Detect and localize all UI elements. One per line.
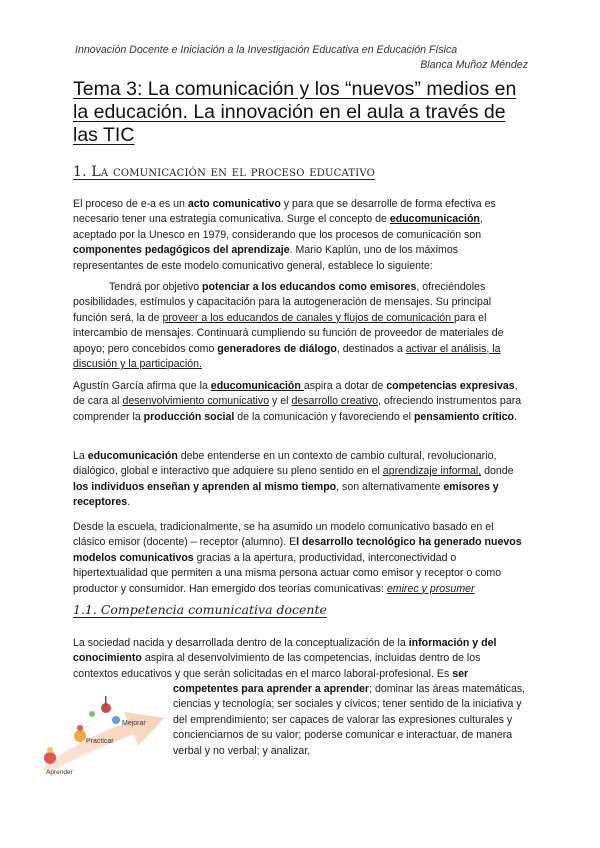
page-title: Tema 3: La comunicación y los “nuevos” medios en la educación. La innovación en el aula a través de las TIC — [73, 78, 517, 146]
paragraph-1: El proceso de e-a es un acto comunicativo y para que se desarrolle de forma efectiva es necesario tener una estrategia comunicativa. Surge el concepto de educomunicación, aceptado por la Unesco en 1979, considerando que los procesos de comunicación son componentes pedagógicos del aprendizaje. Mario Kaplún, uno de los máximos representantes de este modelo comunicativo general, establece lo siguiente: — [73, 198, 496, 272]
label-mejorar: Mejorar — [122, 720, 146, 727]
label-aprender: Aprender — [46, 769, 73, 776]
figure-practicar-icon — [74, 730, 86, 742]
paragraph-5: Desde la escuela, tradicionalmente, se ha asumido un modelo comunicativo basado en el clásico emisor (docente) – receptor (alumno). El desarrollo tecnológico ha generado nuevos modelos comunicativos gracias a la apertura, productividad, interconectividad o hipertextualidad que permiten a una misma persona actuar como emisor y receptor o como productor y consumidor. Han emergido dos teorías comunicativas: emirec y prosumer — [73, 521, 522, 595]
paragraph-4: La educomunicación debe entenderse en un contexto de cambio cultural, revolucionario, dialógico, global e interactivo que adquiere su pleno sentido en el aprendizaje informal, donde los individuos enseñan y aprenden al mismo tiempo, son alternativamente emisores y receptores. — [73, 450, 514, 509]
figure-mejorar-icon — [112, 716, 120, 724]
header-author: Blanca Muñoz Méndez — [420, 59, 528, 71]
paragraph-6: La sociedad nacida y desarrollada dentro de la conceptualización de la información y del conocimiento aspira al desenvolvimiento de las competencias, incluidas dentro de los contextos educativos y que serán solicitadas en el marco laboral-profesional. Es ser — [73, 637, 497, 680]
label-practicar: Practicar — [86, 738, 114, 745]
section-heading-1-1: 1.1. Competencia comunicativa docente — [73, 602, 327, 617]
paragraph-3: Agustín García afirma que la educomunicación aspira a dotar de competencias expresivas, de cara al desenvolvimiento comunicativo y el desarrollo creativo, ofreciendo instrumentos para comprender la producción social de la comunicación y favoreciendo el pensamiento crítico. — [73, 380, 522, 423]
header-course: Innovación Docente e Iniciación a la Investigación Educativa en Educación Física — [75, 44, 458, 56]
section-heading-1: 1. La comunicación en el proceso educativo — [73, 164, 375, 180]
paragraph-quote: Tendrá por objetivo potenciar a los educandos como emisores, ofreciéndoles posibilidades, estímulos y capacitación para la autogeneración de mensajes. Su principal función será, la de proveer a los educandos de canales y flujos de comunicación para el intercambio de mensajes. Continuará cumpliendo su función de proveedor de materiales de apoyo; pero concebidos como generadores de diálogo, destinados a activar el análisis, la discusión y la participación. — [73, 281, 504, 371]
figure-aprender-icon — [44, 752, 56, 764]
paragraph-7: competentes para aprender a aprender; dominar las áreas matemáticas, ciencias y tecnología; ser sociales y cívicos; tener sentido de la iniciativa y del emprendimiento; ser capaces de valorar las expresiones culturales y concienciarnos de su valor; poderse comunicar e interactuar, de manera verbal y no verbal; y analizar, — [173, 683, 526, 757]
learning-cycle-illustration — [36, 688, 168, 778]
